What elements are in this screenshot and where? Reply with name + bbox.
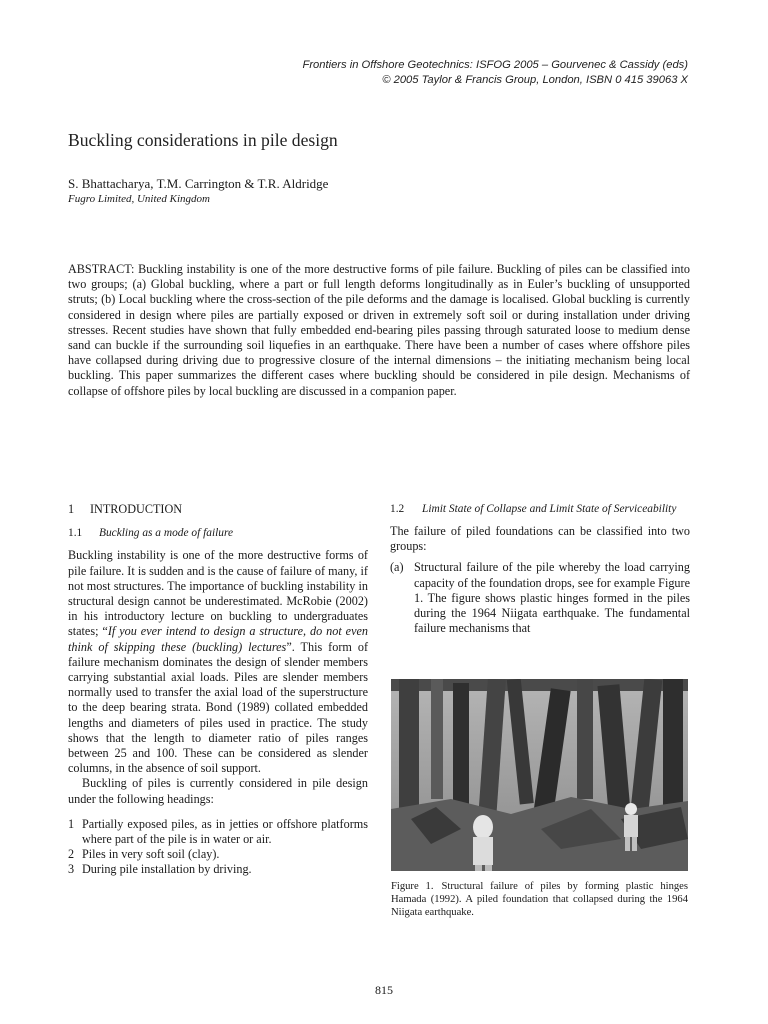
figure-label: Figure 1. bbox=[391, 881, 434, 892]
list-item-text: Partially exposed piles, as in jetties or offshore platforms where part of the pile is in water or air. bbox=[82, 816, 368, 847]
list-item-text: Piles in very soft soil (clay). bbox=[82, 847, 220, 862]
item-label: (a) bbox=[390, 560, 404, 575]
photo-illustration bbox=[391, 679, 688, 871]
figure-caption-text: Structural failure of piles by forming plastic hinges Hamada (1992). A piled foundation that collapsed during the 1964 Niigata earthquake. bbox=[391, 881, 688, 918]
list-item-text: During pile installation by driving. bbox=[82, 862, 252, 877]
list-item-number: 2 bbox=[68, 847, 75, 862]
failure-item-a bbox=[390, 560, 690, 636]
list-item bbox=[68, 817, 368, 847]
intro-paragraph bbox=[68, 548, 368, 776]
list-item bbox=[68, 862, 368, 877]
section-heading bbox=[68, 502, 368, 517]
niigata-pile-failure-photo bbox=[391, 679, 688, 871]
right-column bbox=[390, 502, 690, 636]
buckling-headings-list bbox=[68, 817, 368, 878]
left-column bbox=[68, 502, 368, 878]
author-list: S. Bhattacharya, T.M. Carrington & T.R. Aldridge bbox=[68, 176, 329, 191]
item-text: Structural failure of the pile whereby the load carrying capacity of the foundation drops, see for example Figure 1. The figure shows plastic hinges formed in the piles during the 1964 Niigata earthquake. The fundamental failure mechanisms that bbox=[414, 560, 690, 636]
paragraph-text-continued: ”. This form of failure mechanism dominates the design of slender members carrying substantial axial loads. Piles are slender members normally used to transfer the axial load of the superstructure to the deep bearing strata. Bond (1989) collated embedded lengths and diameters of piles used in practice. The study shows that the length to diameter ratio of piles ranges between 25 and 100. These can be considered as slender columns, in the absence of soil support. bbox=[68, 639, 369, 776]
list-item-number: 1 bbox=[68, 816, 75, 831]
failure-paragraph: The failure of piled foundations can be classified into two groups: bbox=[390, 524, 690, 554]
section-number: 1 bbox=[68, 502, 75, 516]
list-item-number: 3 bbox=[68, 862, 75, 877]
headings-paragraph: Buckling of piles is currently considered in pile design under the following headings: bbox=[68, 776, 368, 806]
subsection-title: Buckling as a mode of failure bbox=[99, 527, 234, 540]
paper-title: Buckling considerations in pile design bbox=[68, 130, 338, 150]
journal-header bbox=[302, 58, 688, 88]
abstract: ABSTRACT: Buckling instability is one of the more destructive forms of pile failure. Buckling of piles can be classified into two groups; (a) Global buckling, where a part or full length deforms longitudinally as in Euler’s buckling of unsupported struts; (b) Local buckling where the cross-section of the pile deforms and the damage is localised. Global buckling is currently considered in design where piles are partially exposed or driven in extremely soft soil or during installation under driving stresses. Recent studies have shown that fully embedded end-bearing piles passing through saturated loose to medium dense sand can buckle if the surrounding soil liquefies in an earthquake. There have been a number of cases where offshore piles have collapsed during driving due to progressive closure of the internal dimensions – the initiating mechanism being local buckling. This paper summarizes the different cases where buckling should be considered in pile design. Mechanisms of collapse of offshore piles by local buckling are discussed in a companion paper. bbox=[68, 262, 690, 398]
quotation: If you ever intend to design a structure, do not even think of skipping these (buckling) lectures bbox=[68, 624, 368, 654]
subsection-heading bbox=[68, 526, 368, 541]
page-number: 815 bbox=[375, 983, 393, 997]
figure-caption bbox=[391, 881, 688, 919]
affiliation: Fugro Limited, United Kingdom bbox=[68, 193, 210, 205]
paragraph-text: Buckling instability is one of the more destructive forms of pile failure. It is sudden and is the cause of failure of many, if not most structures. The importance of buckling instability in structural design cannot be underestimated. McRobie (2002) in his introductory lecture on buckling to undergraduates states; “ bbox=[68, 548, 368, 639]
subsection-number: 1.2 bbox=[390, 503, 405, 515]
subsection-number: 1.1 bbox=[68, 527, 83, 540]
list-item bbox=[68, 847, 368, 862]
subsection-heading bbox=[390, 502, 690, 517]
section-title: INTRODUCTION bbox=[90, 502, 183, 516]
header-line-1: Frontiers in Offshore Geotechnics: ISFOG 2005 – Gourvenec & Cassidy (eds) bbox=[302, 59, 688, 71]
subsection-title: Limit State of Collapse and Limit State of Serviceability bbox=[422, 503, 677, 515]
header-line-2: © 2005 Taylor & Francis Group, London, ISBN 0 415 39063 X bbox=[382, 74, 688, 86]
